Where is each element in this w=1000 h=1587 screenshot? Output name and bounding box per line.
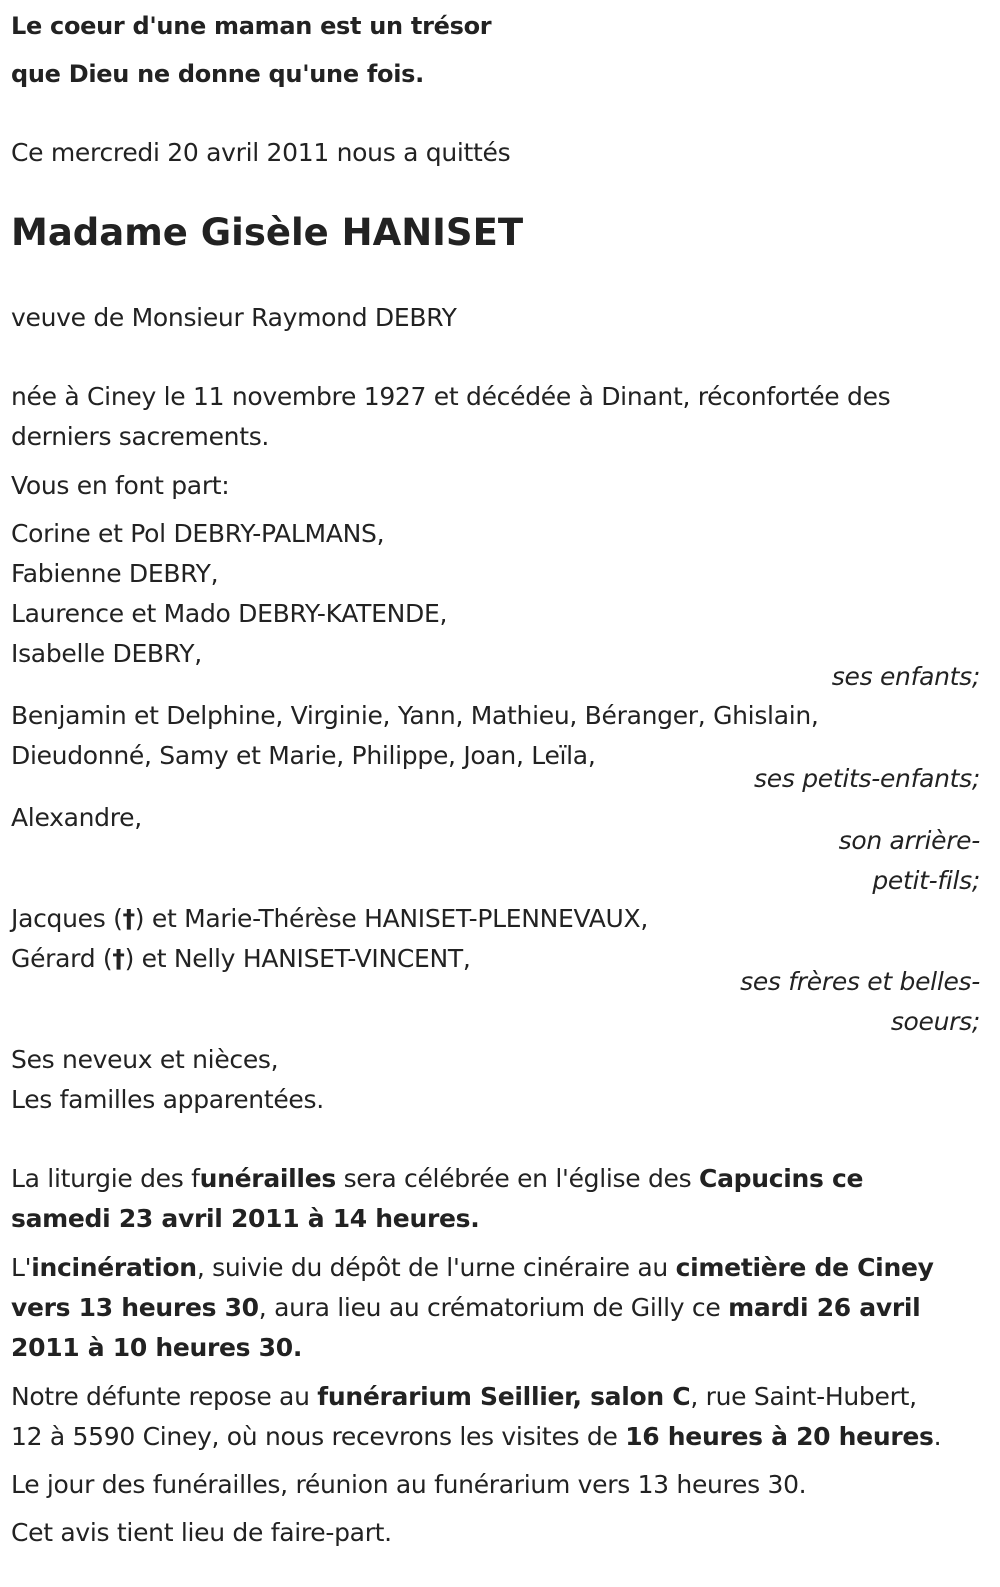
cremation-bold: 2011 à 10 heures 30. (11, 1333, 303, 1362)
death-announcement: Ce mercredi 20 avril 2011 nous a quittés (11, 138, 511, 167)
liturgy-date: samedi 23 avril 2011 à 14 heures. (11, 1204, 480, 1233)
relation-children: ses enfants; (831, 662, 980, 691)
liturgy-line-2 (11, 1199, 980, 1239)
deceased-name: Madame Gisèle HANISET (11, 211, 524, 254)
quote-line-1: Le coeur d'une maman est un trésor (11, 12, 492, 40)
viewing-bold: 16 heures à 20 heures (625, 1422, 934, 1451)
child-name: Laurence et Mado DEBRY-KATENDE, (11, 599, 448, 628)
relation-grandchildren: ses petits-enfants; (754, 764, 980, 793)
closing-note: Cet avis tient lieu de faire-part. (11, 1518, 392, 1547)
others-line: Les familles apparentées. (11, 1085, 324, 1114)
viewing-text: . (933, 1422, 942, 1451)
child-name: Corine et Pol DEBRY-PALMANS, (11, 519, 385, 548)
cremation-text: L' (11, 1253, 32, 1282)
relation-siblings-2: soeurs; (890, 1007, 980, 1036)
widow-of: veuve de Monsieur Raymond DEBRY (11, 303, 457, 332)
sibling-line-1 (11, 899, 980, 939)
birth-death-line-1: née à Ciney le 11 novembre 1927 et décédée à Dinant, réconfortée des (11, 382, 891, 411)
viewing-text: Notre défunte repose au (11, 1382, 318, 1411)
meeting-info: Le jour des funérailles, réunion au funérarium vers 13 heures 30. (11, 1470, 807, 1499)
cross-icon: † (112, 944, 125, 973)
child-name: Fabienne DEBRY, (11, 559, 219, 588)
great-grandchild-name: Alexandre, (11, 803, 142, 832)
others-line: Ses neveux et nièces, (11, 1045, 279, 1074)
relation-great-grandchild-2: petit-fils; (872, 866, 980, 895)
child-name: Isabelle DEBRY, (11, 639, 202, 668)
viewing-text: , rue Saint-Hubert, (690, 1382, 917, 1411)
cremation-bold: incinération (31, 1253, 197, 1282)
cremation-text: , suivie du dépôt de l'urne cinéraire au (196, 1253, 676, 1282)
quote-line-2: que Dieu ne donne qu'une fois. (11, 60, 424, 88)
announce-label: Vous en font part: (11, 471, 230, 500)
sibling-text: ) et Marie-Thérèse HANISET-PLENNEVAUX, (134, 904, 648, 933)
cremation-text: , aura lieu au crématorium de Gilly ce (258, 1293, 729, 1322)
relation-siblings-1: ses frères et belles- (740, 967, 980, 996)
viewing-text: 12 à 5590 Ciney, où nous recevrons les visites de (11, 1422, 626, 1451)
sibling-text: ) et Nelly HANISET-VINCENT, (124, 944, 471, 973)
viewing-bold: funérarium Seillier, salon C (317, 1382, 691, 1411)
birth-death-line-2: derniers sacrements. (11, 422, 270, 451)
cremation-bold: cimetière de Ciney (675, 1253, 934, 1282)
viewing-line-2 (11, 1417, 980, 1457)
grandchildren-line: Dieudonné, Samy et Marie, Philippe, Joan, Leïla, (11, 741, 596, 770)
cremation-line-1 (11, 1248, 980, 1288)
cremation-bold: vers 13 heures 30 (11, 1293, 259, 1322)
cremation-line-3 (11, 1328, 980, 1368)
liturgy-line-1 (11, 1159, 980, 1199)
liturgy-bold: unérailles (199, 1164, 336, 1193)
sibling-text: Jacques ( (11, 904, 123, 933)
viewing-line-1 (11, 1377, 980, 1417)
cross-icon: † (122, 904, 135, 933)
cremation-bold: mardi 26 avril (728, 1293, 921, 1322)
relation-great-grandchild-1: son arrière- (838, 826, 980, 855)
liturgy-text: La liturgie des f (11, 1164, 200, 1193)
liturgy-text: sera célébrée en l'église des (335, 1164, 700, 1193)
liturgy-bold: Capucins ce (699, 1164, 864, 1193)
grandchildren-line: Benjamin et Delphine, Virginie, Yann, Mathieu, Béranger, Ghislain, (11, 701, 819, 730)
cremation-line-2 (11, 1288, 980, 1328)
sibling-text: Gérard ( (11, 944, 113, 973)
